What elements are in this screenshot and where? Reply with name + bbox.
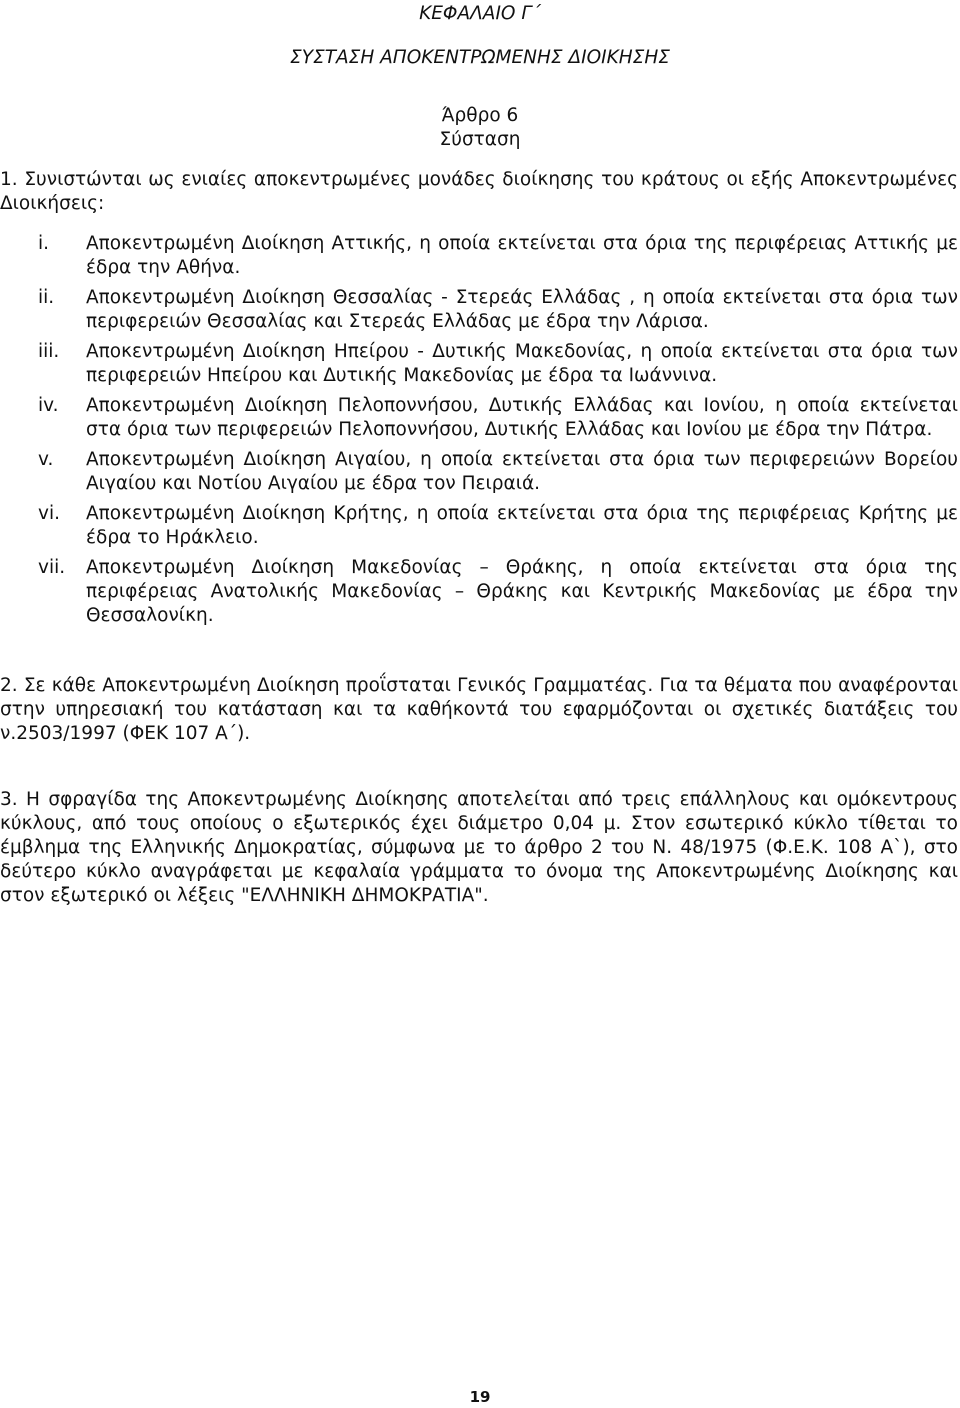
list-item-text: Αποκεντρωμένη Διοίκηση Πελοποννήσου, Δυτικής Ελλάδας και Ιονίου, η οποία εκτείνεται στα όρια των περιφερειών Πελοποννήσου, Δυτικής Ελλάδας και Ιονίου με έδρα την Πάτρα. [86,395,958,440]
article-number: Άρθρο 6 [441,105,519,126]
list-item [0,448,960,496]
list-item [0,286,960,334]
list-item [0,502,960,550]
list-marker: vi. [38,503,60,524]
list-item-text: Αποκεντρωμένη Διοίκηση Θεσσαλίας - Στερεάς Ελλάδας , η οποία εκτείνεται στα όρια των περιφερειών Θεσσαλίας και Στερεάς Ελλάδας με έδρα την Λάρισα. [86,287,958,332]
list-marker: i. [38,233,50,254]
chapter-title: ΚΕΦΑΛΑΙΟ Γ΄ [419,3,541,24]
list-marker: ii. [38,287,55,308]
list-item-text: Αποκεντρωμένη Διοίκηση Ηπείρου - Δυτικής Μακεδονίας, η οποία εκτείνεται στα όρια των περιφερειών Ηπείρου και Δυτικής Μακεδονίας με έδρα τα Ιωάννινα. [86,341,958,386]
list-item [0,232,960,280]
list-marker: iii. [38,341,60,362]
list-item-text: Αποκεντρωμένη Διοίκηση Αιγαίου, η οποία εκτείνεται στα όρια των περιφερειώνν Βορείου Αιγαίου και Νοτίου Αιγαίου με έδρα τον Πειραιά. [86,449,958,494]
list-item-text: Αποκεντρωμένη Διοίκηση Αττικής, η οποία εκτείνεται στα όρια της περιφέρειας Αττικής με έδρα την Αθήνα. [86,233,958,278]
paragraph-2: 2. Σε κάθε Αποκεντρωμένη Διοίκηση προΐσταται Γενικός Γραμματέας. Για τα θέματα που αναφέρονται στην υπηρεσιακή του κατάσταση και τα καθήκοντά του εφαρμόζονται οι σχετικές διατάξεις του ν.2503/1997 (ΦΕΚ 107 Α΄). [0,675,958,744]
page-number: 19 [469,1388,491,1406]
article-title: Σύσταση [439,129,521,150]
chapter-subtitle: ΣΥΣΤΑΣΗ ΑΠΟΚΕΝΤΡΩΜΕΝΗΣ ΔΙΟΙΚΗΣΗΣ [290,47,670,68]
administrations-list [0,232,960,634]
list-marker: v. [38,449,54,470]
list-item-text: Αποκεντρωμένη Διοίκηση Μακεδονίας – Θράκης, η οποία εκτείνεται στα όρια της περιφέρειας Ανατολικής Μακεδονίας – Θράκης και Κεντρικής Μακεδονίας με έδρα την Θεσσαλονίκη. [86,557,958,626]
list-marker: iv. [38,395,59,416]
list-item [0,340,960,388]
list-marker: vii. [38,557,66,578]
list-item [0,394,960,442]
list-item-text: Αποκεντρωμένη Διοίκηση Κρήτης, η οποία εκτείνεται στα όρια της περιφέρειας Κρήτης με έδρα το Ηράκλειο. [86,503,958,548]
list-item [0,556,960,628]
paragraph-1: 1. Συνιστώνται ως ενιαίες αποκεντρωμένες μονάδες διοίκησης του κράτους οι εξής Αποκεντρωμένες Διοικήσεις: [0,169,958,214]
paragraph-3: 3. Η σφραγίδα της Αποκεντρωμένης Διοίκησης αποτελείται από τρεις επάλληλους και ομόκεντρους κύκλους, από τους οποίους ο εξωτερικός έχει διάμετρο 0,04 μ. Στον εσωτερικό κύκλο τίθεται το έμβλημα της Ελληνικής Δημοκρατίας, σύμφωνα με το άρθρο 2 του Ν. 48/1975 (Φ.Ε.Κ. 108 Α`), στο δεύτερο κύκλο αναγράφεται με κεφαλαία γράμματα το όνομα της Αποκεντρωμένης Διοίκησης και στον εξωτερικό οι λέξεις "ΕΛΛΗΝΙΚΗ ΔΗΜΟΚΡΑΤΙΑ". [0,789,958,906]
